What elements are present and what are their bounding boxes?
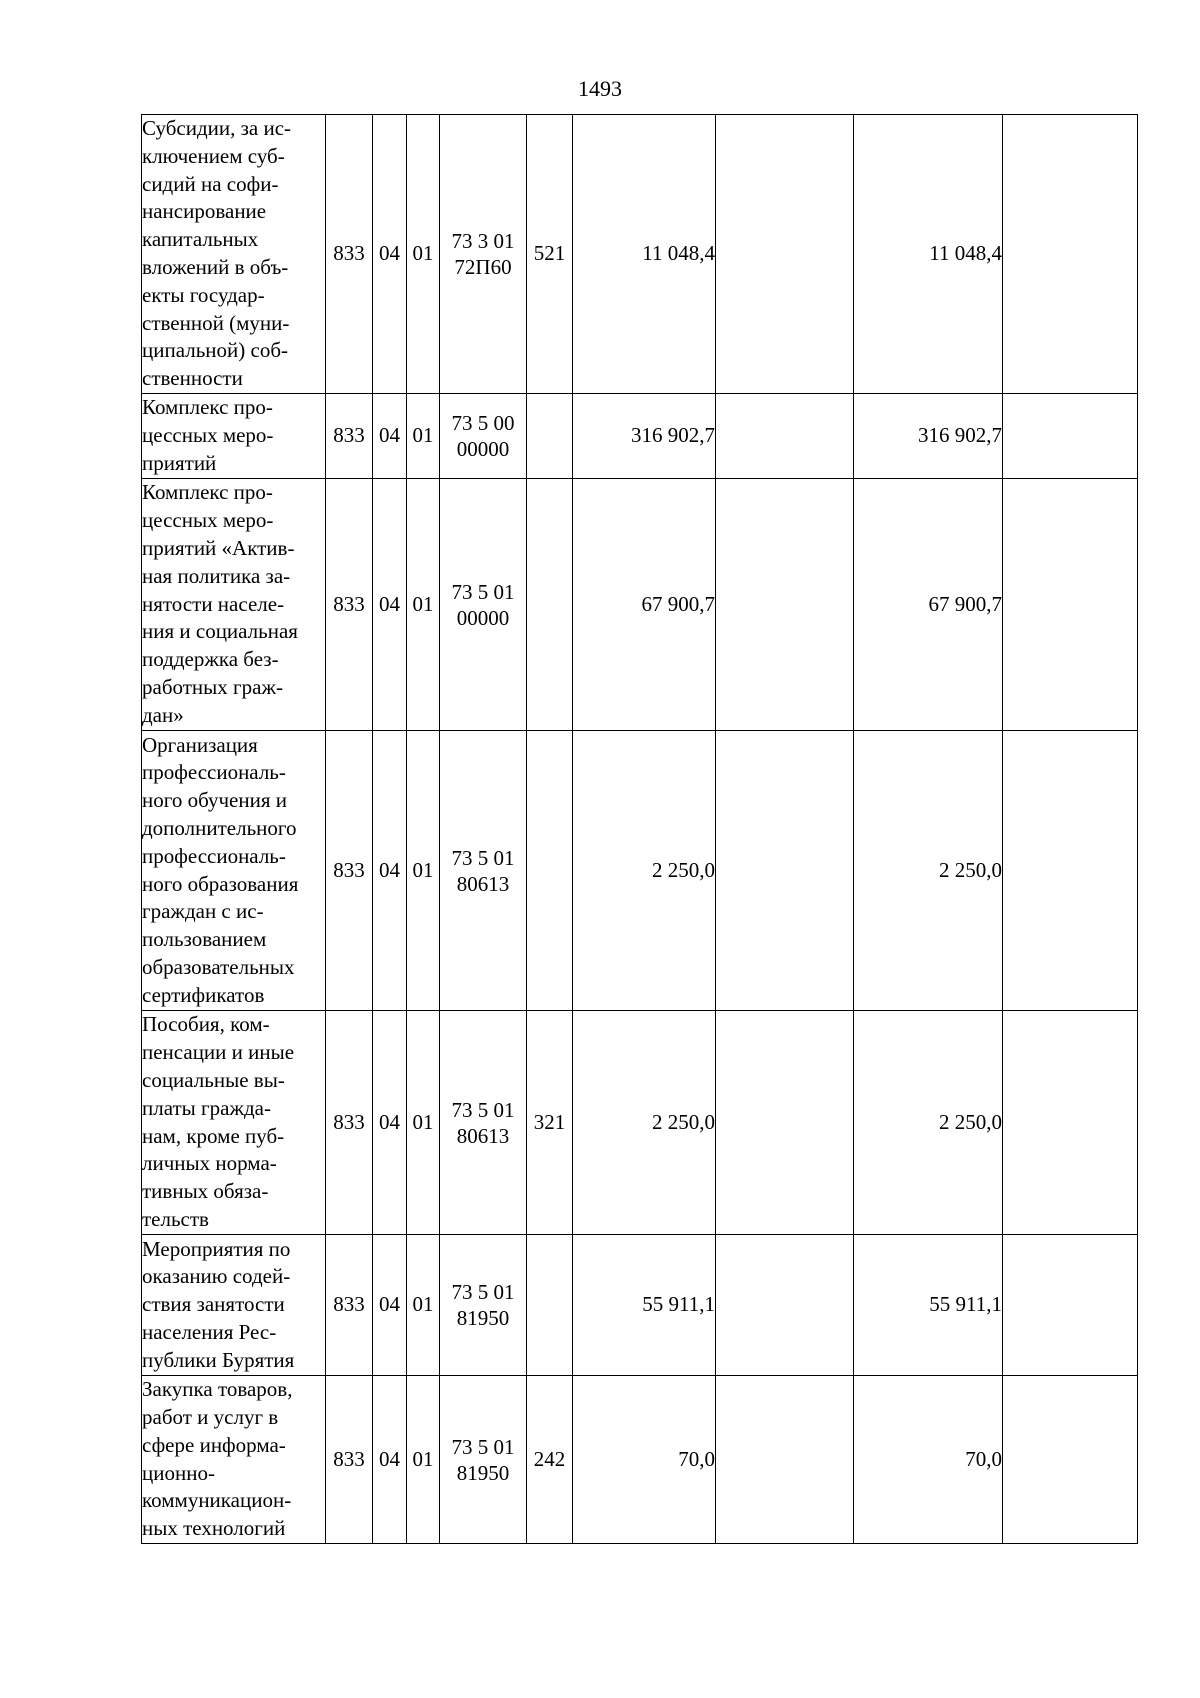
expense-name-line: ключением суб- (142, 143, 285, 168)
expense-name-line: Мероприятия по (142, 1236, 291, 1261)
target-article-cell (440, 479, 527, 731)
expense-name-line: образовательных (142, 954, 295, 979)
table-row (142, 479, 1138, 731)
expense-name-line: тивных обяза- (142, 1179, 269, 1204)
expense-name-line: сертификатов (142, 982, 265, 1007)
section-code-cell: 04 (373, 731, 407, 1011)
expense-name-line: пользованием (142, 927, 267, 952)
expense-name-line: дополнительного (142, 815, 297, 840)
expense-name-line: вложений в объ- (142, 255, 289, 279)
expense-name-line: Закупка товаров, (142, 1377, 293, 1402)
sum-total-cell: 2 250,0 (573, 731, 716, 1011)
expense-name-line: ственной (муни- (142, 310, 290, 335)
table-row (142, 1011, 1138, 1235)
subsection-code-cell: 01 (407, 1235, 440, 1376)
expense-name-line: ных технологий (142, 1516, 286, 1541)
expense-name-line: работных граж- (142, 674, 283, 699)
page-number: 1493 (578, 76, 622, 101)
target-article-line: 80613 (456, 871, 510, 896)
expense-name-line: Пособия, ком- (142, 1012, 270, 1037)
expense-name-cell (142, 1376, 326, 1544)
sum-other-cell (1003, 1235, 1138, 1376)
subsection-code-cell: 01 (407, 479, 440, 731)
expense-name-cell (142, 394, 326, 479)
expense-name-line: Субсидии, за ис- (142, 116, 292, 141)
table-row (142, 115, 1138, 394)
expense-name-line: цессных меро- (142, 508, 274, 533)
subsection-code-cell: 01 (407, 115, 440, 394)
expense-name-cell (142, 115, 326, 394)
expense-name-cell (142, 731, 326, 1011)
expense-name-line: ствия занятости (142, 1292, 285, 1317)
expense-name-line: сидий на софи- (142, 171, 279, 196)
expense-name-line: екты государ- (142, 282, 265, 307)
expense-name-line: Комплекс про- (142, 395, 273, 420)
expense-type-cell: 521 (527, 115, 573, 394)
subsection-code-cell: 01 (407, 731, 440, 1011)
target-article-cell (440, 1235, 527, 1376)
expense-name-line: оказанию содей- (142, 1264, 291, 1289)
expense-name-line: ципальной) соб- (142, 338, 288, 363)
target-article-line: 72П60 (454, 255, 512, 279)
expense-type-cell (527, 731, 573, 1011)
expense-name-line: коммуникацион- (142, 1488, 292, 1513)
expense-name-line: нам, кроме пуб- (142, 1123, 285, 1148)
sum-other-cell (1003, 115, 1138, 394)
grbs-code-cell: 833 (326, 479, 373, 731)
expense-type-cell (527, 479, 573, 731)
expense-name-line: нансирование (142, 199, 267, 224)
grbs-code-cell: 833 (326, 731, 373, 1011)
target-article-line: 81950 (456, 1306, 510, 1330)
sum-federal-cell (716, 479, 854, 731)
subsection-code-cell: 01 (407, 1011, 440, 1235)
target-article-line: 73 5 01 (451, 1097, 515, 1122)
section-code-cell: 04 (373, 479, 407, 731)
expense-name-line: дан» (142, 702, 184, 727)
expense-name-line: тельств (142, 1206, 209, 1231)
expense-type-cell (527, 1235, 573, 1376)
table-body (142, 115, 1138, 1544)
sum-other-cell (1003, 479, 1138, 731)
expense-name-cell (142, 1235, 326, 1376)
expense-name-line: приятий (142, 450, 217, 475)
grbs-code-cell: 833 (326, 1011, 373, 1235)
sum-other-cell (1003, 731, 1138, 1011)
expense-name-line: профессиональ- (142, 760, 286, 785)
sum-total-cell: 11 048,4 (573, 115, 716, 394)
sum-regional-cell: 67 900,7 (854, 479, 1003, 731)
target-article-line: 00000 (456, 437, 510, 461)
expense-name-line: ционно- (142, 1460, 215, 1485)
sum-regional-cell: 2 250,0 (854, 1011, 1003, 1235)
target-article-line: 73 5 01 (451, 845, 515, 870)
sum-federal-cell (716, 1376, 854, 1544)
sum-federal-cell (716, 394, 854, 479)
target-article-line: 73 5 01 (451, 1280, 515, 1304)
section-code-cell: 04 (373, 394, 407, 479)
subsection-code-cell: 01 (407, 1376, 440, 1544)
expense-name-line: социальные вы- (142, 1067, 285, 1092)
target-article-cell (440, 1376, 527, 1544)
target-article-cell (440, 1011, 527, 1235)
sum-regional-cell: 316 902,7 (854, 394, 1003, 479)
sum-regional-cell: 2 250,0 (854, 731, 1003, 1011)
sum-federal-cell (716, 731, 854, 1011)
expense-type-cell: 242 (527, 1376, 573, 1544)
sum-total-cell: 67 900,7 (573, 479, 716, 731)
target-article-line: 81950 (456, 1460, 510, 1485)
expense-name-line: населения Рес- (142, 1319, 277, 1344)
grbs-code-cell: 833 (326, 394, 373, 479)
expense-name-line: поддержка без- (142, 647, 279, 672)
grbs-code-cell: 833 (326, 115, 373, 394)
table-row (142, 394, 1138, 479)
section-code-cell: 04 (373, 1011, 407, 1235)
table-row (142, 731, 1138, 1011)
target-article-line: 73 5 01 (451, 1434, 515, 1459)
table-row (142, 1376, 1138, 1544)
expense-name-line: ния и социальная (142, 619, 298, 644)
expense-name-line: профессиональ- (142, 843, 286, 868)
expense-type-cell (527, 394, 573, 479)
sum-other-cell (1003, 1376, 1138, 1544)
expense-name-line: нятости населе- (142, 591, 285, 616)
sum-total-cell: 70,0 (573, 1376, 716, 1544)
table-row (142, 1235, 1138, 1376)
target-article-cell (440, 731, 527, 1011)
subsection-code-cell: 01 (407, 394, 440, 479)
expense-name-line: приятий «Актив- (142, 536, 295, 560)
expense-name-line: цессных меро- (142, 423, 274, 448)
sum-regional-cell: 55 911,1 (854, 1235, 1003, 1376)
section-code-cell: 04 (373, 115, 407, 394)
expense-name-line: пенсации и иные (142, 1040, 295, 1065)
budget-table (141, 114, 1138, 1544)
target-article-line: 80613 (456, 1123, 510, 1148)
expense-name-cell (142, 479, 326, 731)
expense-name-line: сфере информа- (142, 1432, 286, 1457)
grbs-code-cell: 833 (326, 1235, 373, 1376)
expense-type-cell: 321 (527, 1011, 573, 1235)
expense-name-line: публики Бурятия (142, 1347, 295, 1372)
expense-name-line: ного образования (142, 871, 299, 896)
expense-name-line: ного обучения и (142, 788, 287, 813)
expense-name-line: Организация (142, 732, 258, 757)
sum-other-cell (1003, 1011, 1138, 1235)
sum-federal-cell (716, 1235, 854, 1376)
target-article-line: 73 5 00 (451, 411, 515, 435)
expense-name-line: платы гражда- (142, 1095, 271, 1120)
sum-regional-cell: 70,0 (854, 1376, 1003, 1544)
section-code-cell: 04 (373, 1235, 407, 1376)
target-article-cell (440, 394, 527, 479)
expense-name-line: работ и услуг в (142, 1404, 279, 1429)
expense-name-line: капитальных (142, 227, 259, 252)
expense-name-line: личных норма- (142, 1151, 277, 1176)
target-article-line: 00000 (456, 605, 510, 630)
section-code-cell: 04 (373, 1376, 407, 1544)
sum-regional-cell: 11 048,4 (854, 115, 1003, 394)
sum-total-cell: 55 911,1 (573, 1235, 716, 1376)
expense-name-cell (142, 1011, 326, 1235)
grbs-code-cell: 833 (326, 1376, 373, 1544)
sum-other-cell (1003, 394, 1138, 479)
target-article-cell (440, 115, 527, 394)
expense-name-line: ная политика за- (142, 563, 291, 588)
expense-name-line: ственности (142, 366, 243, 391)
target-article-line: 73 3 01 (451, 229, 515, 253)
sum-total-cell: 2 250,0 (573, 1011, 716, 1235)
sum-federal-cell (716, 115, 854, 394)
expense-name-line: граждан с ис- (142, 899, 264, 924)
sum-federal-cell (716, 1011, 854, 1235)
target-article-line: 73 5 01 (451, 579, 515, 604)
sum-total-cell: 316 902,7 (573, 394, 716, 479)
expense-name-line: Комплекс про- (142, 480, 273, 505)
